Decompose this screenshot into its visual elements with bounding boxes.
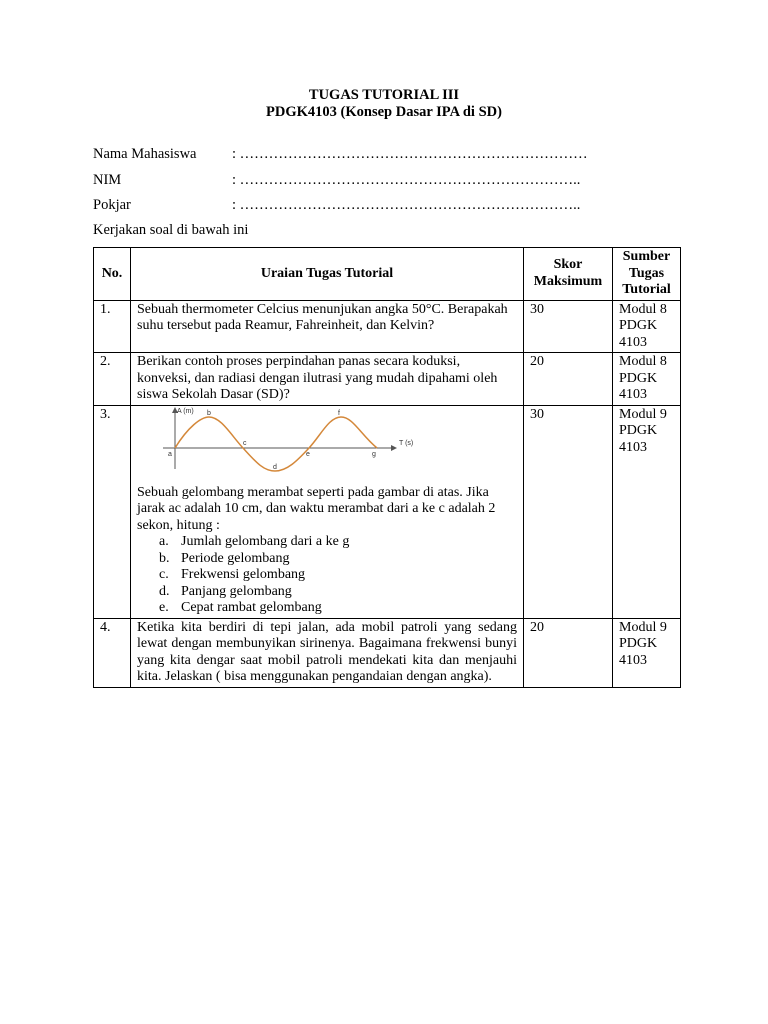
row-source: Modul 8 PDGK 4103 — [613, 353, 681, 406]
row-description: Sebuah thermometer Celcius menunjukan angka 50°C. Berapakah suhu tersebut pada Reamur, Fahreinheit, dan Kelvin? — [131, 300, 524, 353]
time-axis-arrow — [391, 445, 397, 451]
row-description: Ketika kita berdiri di tepi jalan, ada mobil patroli yang sedang lewat dengan membunyikan sirinenya. Bagaimana frekwensi bunyi yang kita dengar saat mobil patroli mendekati kita dan menjauhi kita. Jelaskan ( bisa menggunakan pengandaian dengan angka). — [131, 618, 524, 687]
header-no: No. — [94, 248, 131, 301]
field-value: : …………………………………………………………….. — [232, 197, 581, 213]
list-marker: e. — [159, 600, 169, 615]
table-header-row — [94, 248, 681, 301]
list-item-text: Panjang gelombang — [181, 583, 292, 599]
point-label: d — [273, 463, 277, 471]
document-title: TUGAS TUTORIAL III — [308, 87, 460, 103]
list-item — [159, 600, 517, 617]
row-source: Modul 9 PDGK 4103 — [613, 618, 681, 687]
row-number: 3. — [94, 405, 131, 618]
point-label: c — [243, 439, 247, 447]
list-item — [159, 551, 517, 568]
point-label: b — [207, 409, 211, 417]
list-item-text: Frekwensi gelombang — [181, 567, 306, 582]
field-label: NIM — [93, 172, 122, 188]
field-value: : ……………………………………………………………… — [232, 146, 588, 162]
header-source: Sumber Tugas Tutorial — [613, 248, 681, 301]
header-max-score: Skor Maksimum — [524, 248, 613, 301]
row-score: 20 — [524, 353, 613, 406]
list-item — [159, 567, 517, 584]
row-number: 1. — [94, 300, 131, 353]
row-score: 30 — [524, 405, 613, 618]
list-marker: b. — [159, 550, 170, 566]
header-description: Uraian Tugas Tutorial — [131, 248, 524, 301]
wave-curve — [175, 417, 377, 471]
list-marker: d. — [159, 583, 170, 599]
field-label: Pokjar — [93, 197, 131, 213]
tasks-table — [93, 247, 681, 688]
row-score: 30 — [524, 300, 613, 353]
list-item-text: Jumlah gelombang dari a ke g — [181, 534, 350, 549]
list-marker: a. — [159, 534, 169, 549]
table-row — [94, 353, 681, 406]
row-number: 4. — [94, 618, 131, 687]
field-label: Nama Mahasiswa — [93, 146, 197, 162]
point-label: e — [306, 450, 310, 458]
table-row — [94, 405, 681, 618]
list-marker: c. — [159, 567, 169, 582]
list-item-text: Periode gelombang — [181, 550, 290, 566]
row-description: Berikan contoh proses perpindahan panas secara koduksi, konveksi, dan radiasi dengan ilutrasi yang mudah dipahami oleh siswa Sekolah Dasar (SD)? — [131, 353, 524, 406]
instruction-text: Kerjakan soal di bawah ini — [93, 222, 249, 238]
point-label: f — [338, 409, 340, 417]
table-row — [94, 300, 681, 353]
table-row — [94, 618, 681, 687]
row-source: Modul 8 PDGK 4103 — [613, 300, 681, 353]
document-subtitle: PDGK4103 (Konsep Dasar IPA di SD) — [266, 104, 502, 120]
wave-diagram — [163, 407, 423, 473]
list-item-text: Cepat rambat gelombang — [181, 600, 322, 615]
list-item — [159, 534, 517, 551]
question-list — [137, 534, 517, 617]
y-axis-label: A (m) — [177, 407, 194, 415]
point-label: a — [168, 450, 172, 458]
row-source: Modul 9 PDGK 4103 — [613, 405, 681, 618]
row-number: 2. — [94, 353, 131, 406]
point-label: g — [372, 450, 376, 458]
x-axis-label: T (s) — [399, 439, 414, 447]
field-value: : …………………………………………………………….. — [232, 172, 581, 188]
row-description: Sebuah gelombang merambat seperti pada gambar di atas. Jika jarak ac adalah 10 cm, dan waktu merambat dari a ke c adalah 2 sekon, hitung : — [137, 484, 496, 533]
row-description-cell — [131, 405, 524, 618]
row-score: 20 — [524, 618, 613, 687]
list-item — [159, 584, 517, 601]
